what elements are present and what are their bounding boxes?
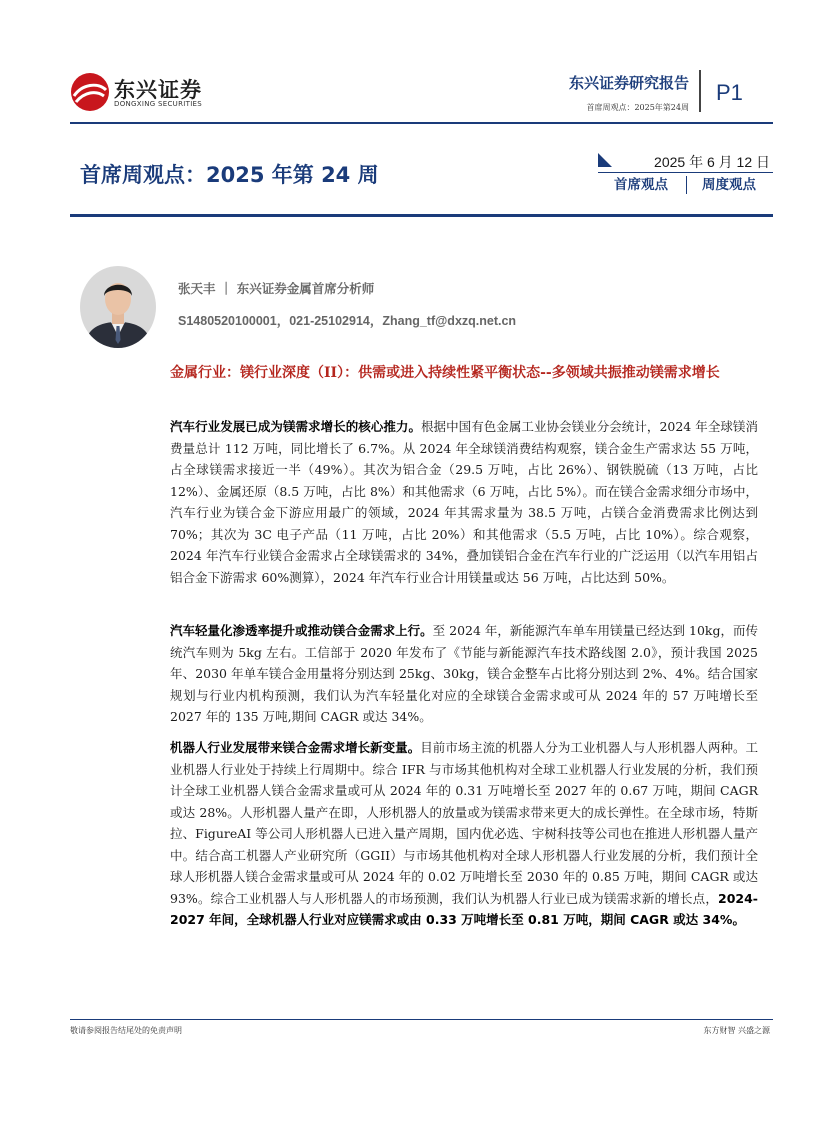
page-title: 首席周观点：2025 年第 24 周 xyxy=(80,163,379,187)
article-headline: 金属行业：镁行业深度（II）：供需或进入持续性紧平衡状态--多领域共振推动镁需求增长 xyxy=(170,365,720,381)
report-title: 东兴证券研究报告 xyxy=(568,74,689,92)
paragraph xyxy=(170,737,758,931)
report-date: 2025 年 6 月 12 日 xyxy=(654,154,770,170)
footer-slogan: 东方财智 兴盛之源 xyxy=(703,1026,770,1035)
paragraph-lead: 汽车行业发展已成为镁需求增长的核心推力。 xyxy=(170,419,421,434)
paragraph-body: 目前市场主流的机器人分为工业机器人与人形机器人两种。工业机器人行业处于持续上行周期中。综合 IFR 与市场其他机构对全球工业机器人行业发展的分析，我们预计全球工业机器人镁合金需求量或可从 2024 年的 0.31 万吨增长至 2027 年的 0.67 万吨，期间 CAGR 或达 28%。人形机器人量产在即，人形机器人的放量或为镁需求带来更大的成长弹性。在全球市场，特斯拉、FigureAI 等公司人形机器人已进入量产周期，国内优必选、宇树科技等公司也在推进人形机器人量产中。结合高工机器人产业研究所（GGII）与市场其他机构对全球人形机器人行业发展的分析，我们预计全球人形机器人镁合金需求量或可从 2024 年的 0.02 万吨增长至 2030 年的 0.85 万吨，期间 CAGR 或达 93%。综合工业机器人与人形机器人的市场预测，我们认为机器人行业已成为镁需求新的增长点， xyxy=(170,740,758,906)
paragraph-lead: 汽车轻量化渗透率提升或推动镁合金需求上行。 xyxy=(170,623,433,638)
tag-chief-view: 首席观点 xyxy=(614,177,668,193)
paragraph-tail: 2024-2027 年间，全球机器人行业对应镁需求或由 0.33 万吨增长至 0.81 万吨，期间 CAGR 或达 34%。 xyxy=(170,890,758,927)
author-avatar xyxy=(80,266,156,348)
logo-text-en: DONGXING SECURITIES xyxy=(114,100,203,108)
logo-text-cn: 东兴证券 xyxy=(114,78,202,102)
footer-rule xyxy=(70,1019,773,1020)
paragraph xyxy=(170,416,758,588)
company-logo-icon xyxy=(70,72,110,112)
header-rule xyxy=(70,122,773,124)
tag-weekly-view: 周度观点 xyxy=(702,177,756,193)
disclaimer-note: 敬请参阅报告结尾处的免责声明 xyxy=(70,1026,182,1035)
page-number: P1 xyxy=(716,80,743,105)
paragraph-body: 根据中国有色金属工业协会镁业分会统计，2024 年全球镁消费量总计 112 万吨，同比增长了 6.7%。从 2024 年全球镁消费结构观察，镁合金生产需求达 55 万吨，占全球镁需求接近一半（49%）。其次为铝合金（29.5 万吨，占比 26%）、钢铁脱硫（13 万吨，占比 12%）、金属还原（8.5 万吨，占比 8%）和其他需求（6 万吨，占比 5%）。而在镁合金需求细分市场中，汽车行业为镁合金下游应用最广的领域，2024 年其需求量为 38.5 万吨，占镁合金消费需求比例达到 70%；其次为 3C 电子产品（11 万吨，占比 20%）和其他需求（5.5 万吨，占比 10%）。综合观察，2024 年汽车行业镁合金需求占全球镁需求的 34%，叠加镁铝合金在汽车行业的广泛运用（以汽车用铝占铝合金下游需求 60%测算），2024 年汽车行业合计用镁量或达 56 万吨，占比达到 50%。 xyxy=(170,419,758,585)
header-divider xyxy=(699,70,701,112)
paragraph xyxy=(170,620,758,728)
title-rule xyxy=(70,214,773,217)
author-name: 张天丰 ｜ 东兴证券金属首席分析师 xyxy=(178,281,375,296)
date-rule xyxy=(598,172,773,173)
date-triangle-icon xyxy=(598,153,612,167)
paragraph-lead: 机器人行业发展带来镁合金需求增长新变量。 xyxy=(170,740,421,755)
tag-divider xyxy=(686,176,687,194)
paragraph-body: 至 2024 年，新能源汽车单车用镁量已经达到 10kg，而传统汽车则为 5kg 左右。工信部于 2020 年发布了《节能与新能源汽车技术路线图 2.0》，预计我国 2025 年、2030 年单车镁合金用量将分别达到 25kg、30kg，镁合金整车占比将分别达到 2%、4%。结合国家规划与行业内机构预测，我们认为汽车轻量化对应的全球镁合金需求或可从 2024 年的 57 万吨增长至 2027 年的 135 万吨,期间 CAGR 或达 34%。 xyxy=(170,623,758,724)
report-subtitle: 首席周观点：2025年第24周 xyxy=(586,103,689,112)
author-contact: S1480520100001，021-25102914，Zhang_tf@dxzq.net.cn xyxy=(178,314,517,328)
